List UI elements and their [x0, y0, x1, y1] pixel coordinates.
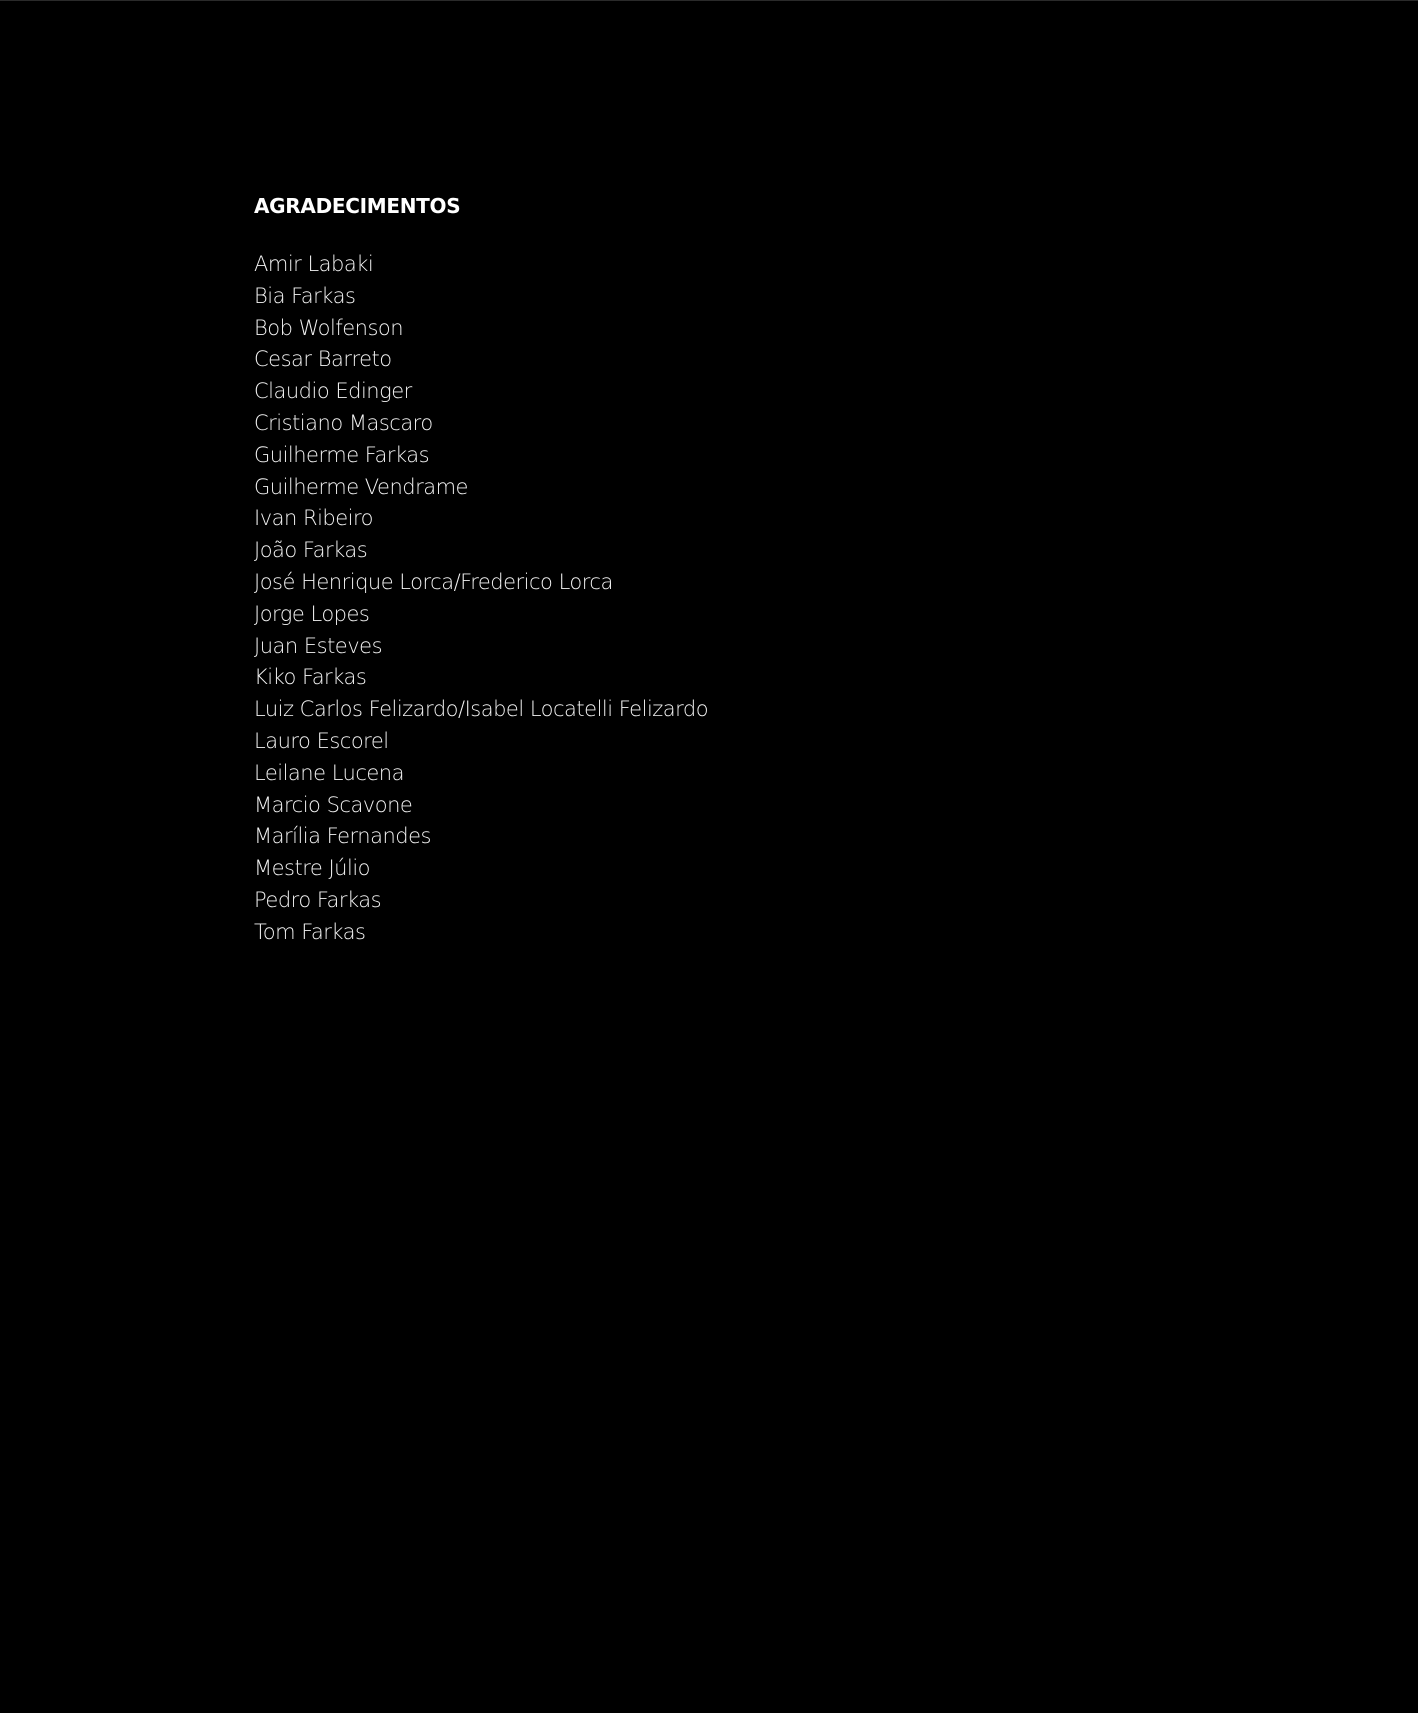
- list-item: Guilherme Farkas: [254, 442, 430, 467]
- list-item: Kiko Farkas: [254, 665, 367, 690]
- list-item: Cesar Barreto: [254, 347, 392, 372]
- acknowledgements-section: [254, 191, 1154, 949]
- list-item: Marcio Scavone: [254, 792, 413, 817]
- names-list: [254, 249, 1154, 949]
- list-item: Amir Labaki: [254, 252, 374, 276]
- list-item: Claudio Edinger: [254, 379, 412, 404]
- page-title: AGRADECIMENTOS: [254, 194, 461, 218]
- list-item: Guilherme Vendrame: [254, 474, 468, 499]
- list-item: Pedro Farkas: [254, 887, 382, 912]
- list-item: Bia Farkas: [254, 283, 356, 308]
- list-item: Juan Esteves: [254, 633, 383, 658]
- list-item: Lauro Escorel: [254, 728, 389, 753]
- list-item: Cristiano Mascaro: [254, 410, 433, 435]
- list-item: Bob Wolfenson: [254, 315, 404, 340]
- list-item: João Farkas: [254, 538, 368, 563]
- list-item: Mestre Júlio: [254, 856, 371, 881]
- list-item: Marília Fernandes: [254, 824, 431, 849]
- list-item: Jorge Lopes: [254, 601, 370, 626]
- list-item: José Henrique Lorca/Frederico Lorca: [254, 569, 613, 594]
- list-item: Luiz Carlos Felizardo/Isabel Locatelli Felizardo: [254, 697, 709, 722]
- list-item: Tom Farkas: [254, 919, 366, 944]
- list-item: Ivan Ribeiro: [254, 506, 374, 531]
- list-item: Leilane Lucena: [254, 760, 404, 785]
